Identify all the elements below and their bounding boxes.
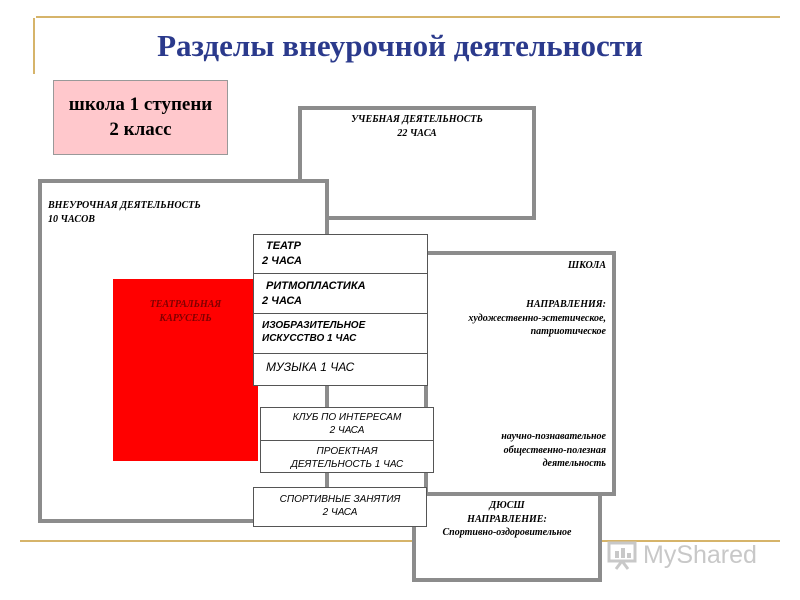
school-level-label: школа 1 ступени xyxy=(68,93,213,115)
myshared-logo xyxy=(606,540,757,570)
sport-activity-box: СПОРТИВНЫЕ ЗАНЯТИЯ 2 ЧАСА xyxy=(253,487,427,527)
class-label: 2 класс xyxy=(109,118,172,140)
school-directions-list-2: научно-познавательное общественно-полезная деятельность xyxy=(501,431,606,469)
logo-text: MyShared xyxy=(643,540,757,569)
slide-title: Разделы внеурочной деятельности xyxy=(157,28,643,63)
theatre-carousel-label: ТЕАТРАЛЬНАЯ КАРУСЕЛЬ xyxy=(149,299,222,324)
fine-art-activity-box: ИЗОБРАЗИТЕЛЬНОЕ ИСКУССТВО 1 ЧАС xyxy=(253,313,428,354)
project-activity-box: ПРОЕКТНАЯ ДЕЯТЕЛЬНОСТЬ 1 ЧАС xyxy=(260,440,434,473)
study-activity-label: УЧЕБНАЯ ДЕЯТЕЛЬНОСТЬ 22 ЧАСА xyxy=(351,114,483,139)
school-directions-heading: ШКОЛА xyxy=(567,260,606,271)
rhythmoplasty-activity-box: РИТМОПЛАСТИКА 2 ЧАСА xyxy=(253,273,428,314)
extracurricular-label: ВНЕУРОЧНАЯ ДЕЯТЕЛЬНОСТЬ 10 ЧАСОВ xyxy=(48,200,201,225)
presentation-icon xyxy=(606,540,640,570)
theatre-activity-box: ТЕАТР 2 ЧАСА xyxy=(253,234,428,274)
frame-line-top xyxy=(36,16,780,18)
school-level-box xyxy=(53,80,228,155)
interest-club-box: КЛУБ ПО ИНТЕРЕСАМ 2 ЧАСА xyxy=(260,407,434,441)
dyussh-label: ДЮСШ НАПРАВЛЕНИЕ: Спортивно-оздоровительное xyxy=(442,500,572,538)
music-activity-box: МУЗЫКА 1 ЧАС xyxy=(253,353,428,386)
school-directions-list-1: НАПРАВЛЕНИЯ: художественно-эстетическое, патриотическое xyxy=(468,299,606,337)
